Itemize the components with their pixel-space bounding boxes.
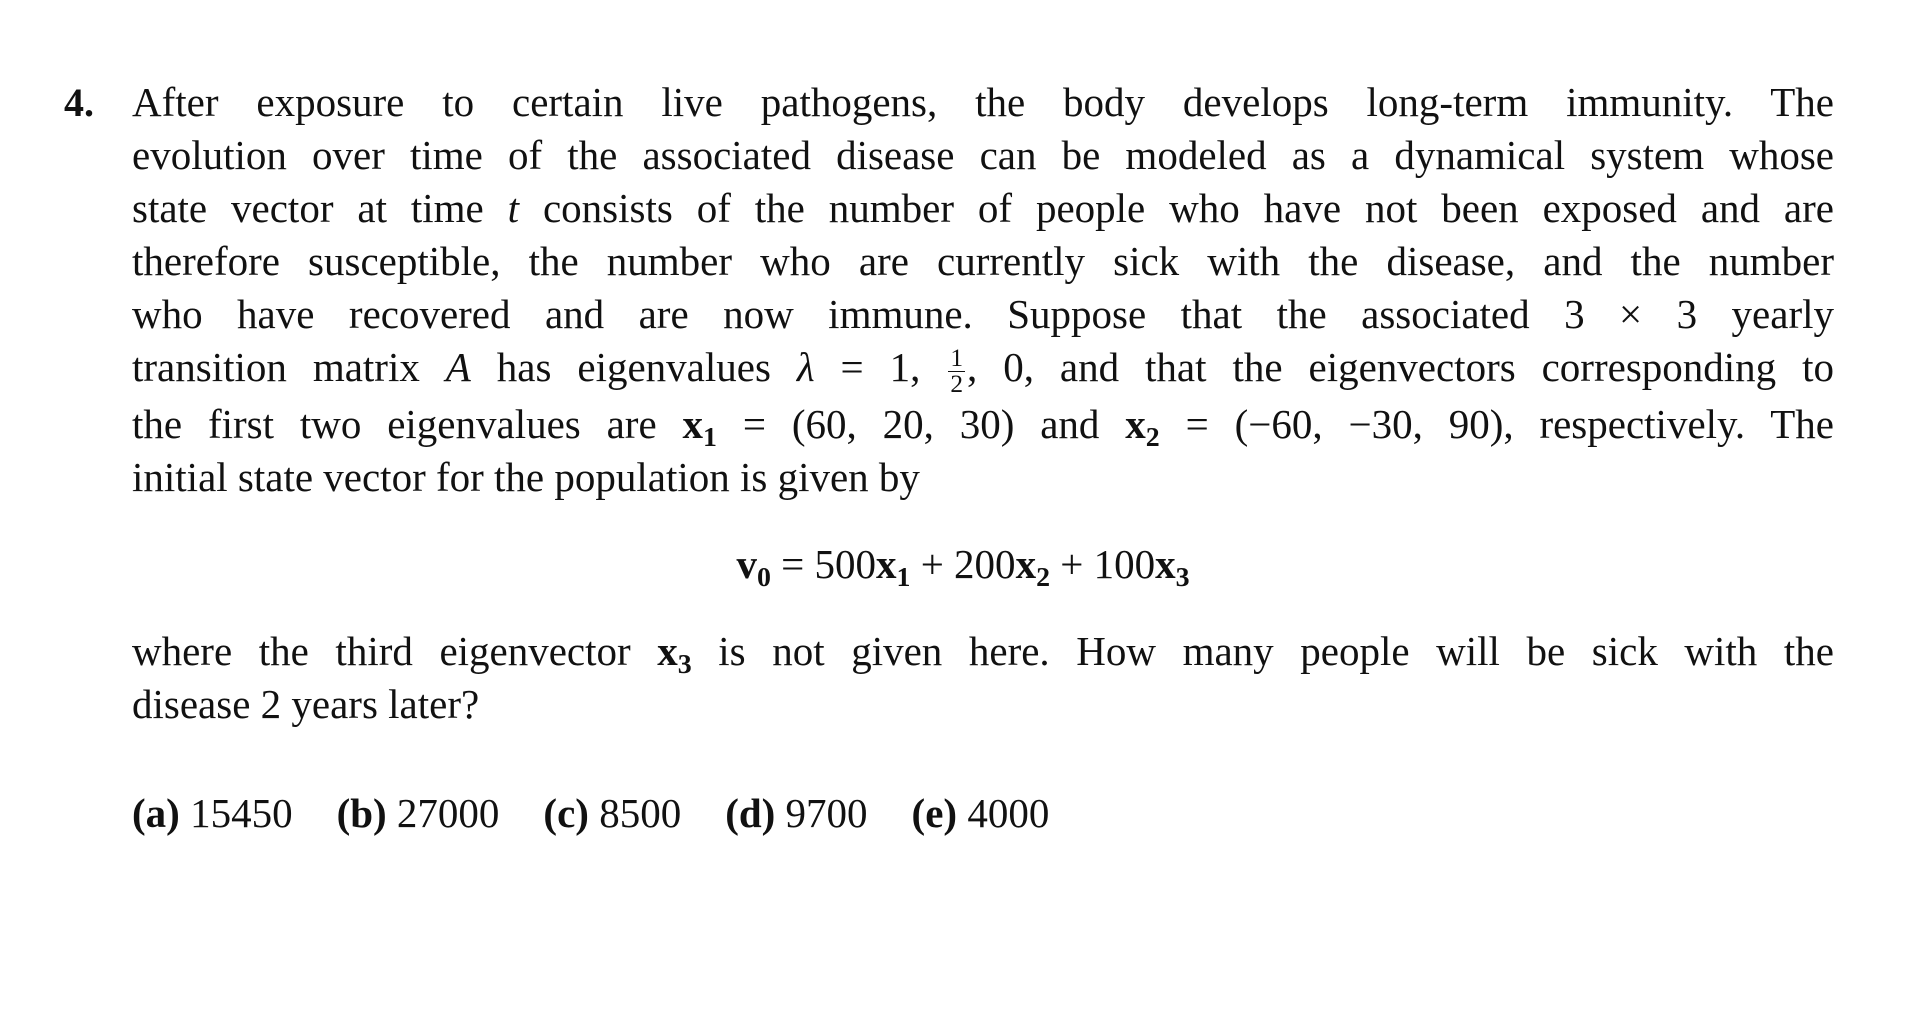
subscript: 3 [1175,561,1190,593]
vector-x2 [1125,400,1160,453]
choice-d[interactable] [725,790,867,836]
choice-value: 9700 [785,789,868,836]
statement-line: evolution over time of the associated disease can be modeled as a dynamical system whose [132,132,1834,178]
text-run: where the third eigenvector [132,627,658,674]
choice-value: 27000 [396,789,500,836]
text-run: = 1, [814,344,947,390]
text-run: = (−60, −30, 90), respectively. The [1159,400,1834,447]
fraction-one-half [948,343,965,399]
problem-question [132,625,1834,731]
vector-letter: x [1015,540,1037,587]
vector-x1 [682,400,717,453]
subscript: 2 [1145,421,1160,453]
vector-letter: x [682,400,704,447]
choice-a[interactable] [132,790,293,836]
statement-line [132,398,1834,451]
time-variable: t [507,185,520,231]
text-run: has eigenvalues [470,344,797,390]
question-line: disease 2 years later? [132,680,480,727]
subscript: 2 [1036,561,1050,593]
matrix-symbol: A [445,344,471,390]
vector-letter: x [1125,400,1146,447]
problem-statement [132,76,1834,504]
text-run: = (60, 20, 30) and [716,400,1126,447]
vector-x1 [876,540,911,593]
vector-letter: v [736,540,757,587]
lambda-symbol: λ [796,344,815,390]
choice-c[interactable] [543,790,681,836]
subscript: 0 [756,561,771,593]
statement-line [132,341,1834,398]
statement-line: After exposure to certain live pathogens, the body develops long-term immunity. The [132,79,1834,125]
text-run: consists of the number of people who have not been exposed and are [519,185,1834,231]
subscript: 1 [896,561,911,593]
choice-label: (d) [725,789,776,836]
vector-v0 [736,540,771,593]
fraction-numerator: 1 [950,343,964,372]
vector-letter: x [876,540,897,587]
subscript: 1 [703,421,717,453]
choice-b[interactable] [337,790,500,836]
fraction-denominator: 2 [950,370,964,399]
display-equation [132,538,1834,591]
problem-number: 4. [64,80,94,125]
choice-value: 15450 [190,789,293,836]
equation-term: + 100 [1050,540,1156,587]
choice-value: 4000 [967,789,1050,836]
statement-line: therefore susceptible, the number who are currently sick with the disease, and the number [132,238,1834,284]
vector-x2 [1015,540,1050,593]
choice-e[interactable] [912,790,1050,836]
statement-line [132,182,1834,235]
choice-label: (b) [336,789,387,836]
text-run: the first two eigenvalues are [132,400,683,447]
vector-letter: x [1155,540,1176,587]
choice-label: (a) [132,789,180,836]
answer-choices [132,787,1834,840]
equation-term: + 200 [910,540,1016,587]
subscript: 3 [677,648,692,680]
text-run: , 0, and that the eigenvectors corresponding to [967,344,1834,390]
text-run: is not given here. How many people will be sick with the [691,627,1834,674]
vector-letter: x [657,627,678,674]
text-run: state vector at time [132,185,508,231]
question-line [132,625,1834,678]
choice-label: (e) [911,789,958,836]
vector-x3 [657,627,692,680]
problem-body [132,76,1834,840]
text-run: transition matrix [132,344,446,390]
statement-line: initial state vector for the population is given by [132,453,920,500]
vector-x3 [1155,540,1190,593]
statement-line: who have recovered and are now immune. Suppose that the associated 3 × 3 yearly [132,291,1834,337]
choice-value: 8500 [599,789,682,836]
choice-label: (c) [543,789,589,836]
equation-term: = 500 [770,540,876,587]
